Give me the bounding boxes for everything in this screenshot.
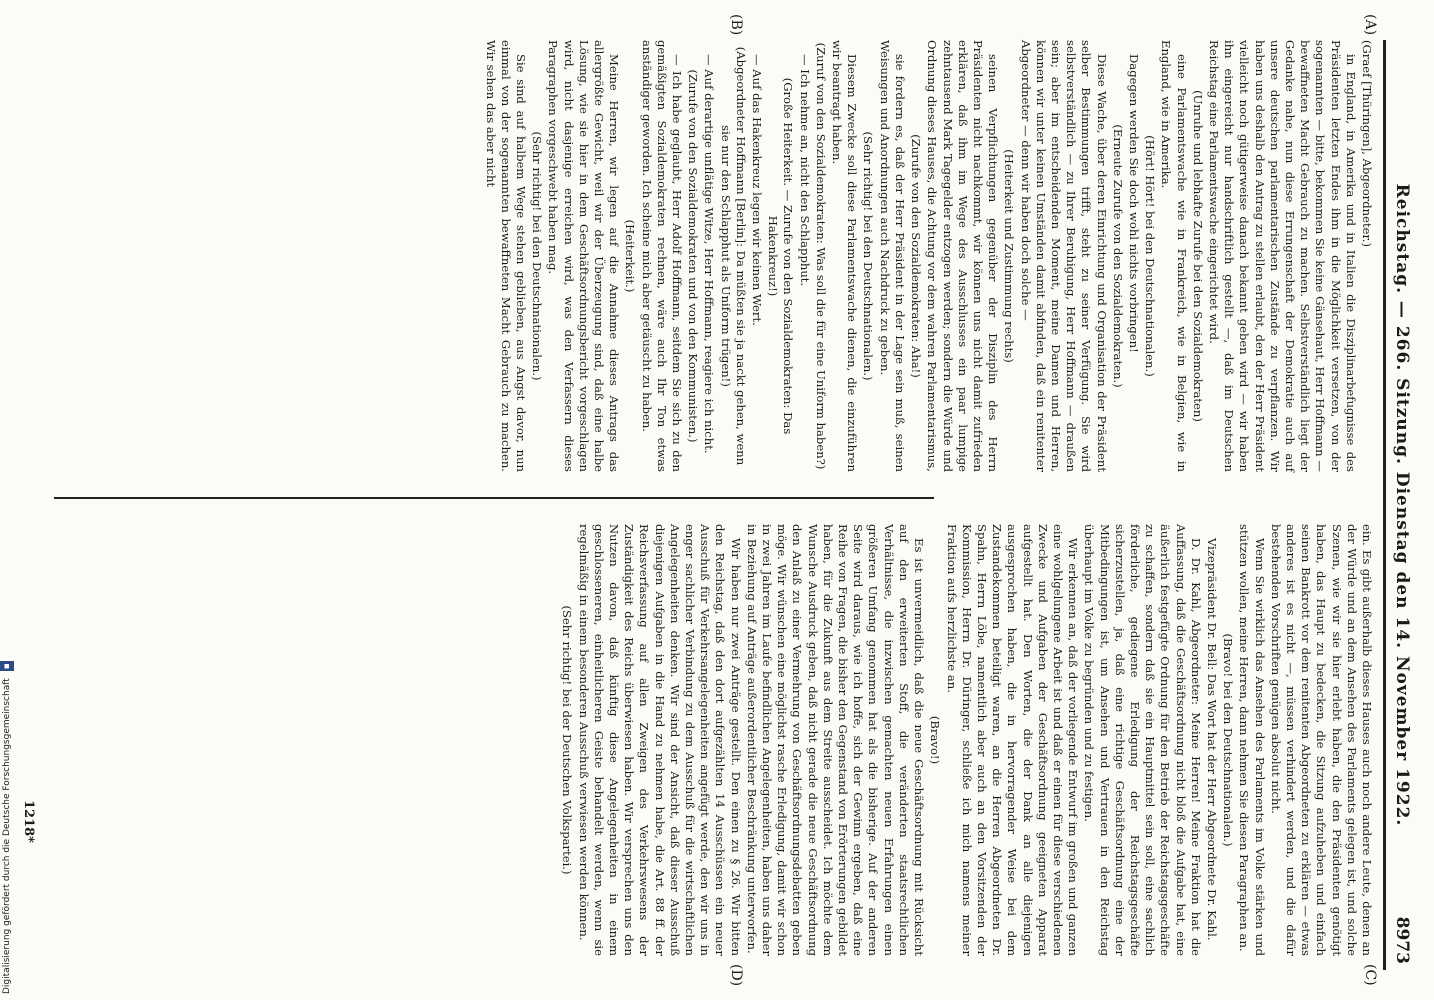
- speaker-line: (Graef [Thüringen], Abgeordneter.): [1360, 40, 1374, 247]
- interjection: (Große Heiterkeit. — Zurufe von den Sozialdemokraten: Das Hakenkreuz!): [766, 77, 796, 435]
- paragraph: Diesem Zwecke soll diese Parlamentswache dienen, die einzuführen wir beantragt haben.: [830, 40, 860, 472]
- paragraph: Meine Herren, wir legen auf die Annahme dieses Antrags das allergrößte Gewicht, weil wir der Überzeugung sind, daß eine halbe Lösung, wie sie hier in dem Geschäftsordnungsbericht vorgeschlagen wird, nicht dasjenige erreichen wird, was den Verfassern dieses Paragraphen vorgeschwebt haben mag.: [546, 40, 622, 472]
- page-number: 8973: [1392, 916, 1412, 964]
- interjection: (Zurufe von den Sozialdemokraten: Aha!): [909, 134, 924, 378]
- paragraph: Dagegen werden Sie doch wohl nichts vorbringen!: [1126, 54, 1141, 353]
- paragraph: Wir haben nur zwei Anträge gestellt. Den einen zu § 26. Wir bitten den Reichstag, daß den dort aufgezählten 14 Ausschüssen ein neuer Ausschuß für Verkehrsangelegenheiten angefügt werde, den wir uns in enger sachlicher Verbindung zu dem Ausschuß für die wirtschaftlichen Angelegenheiten denken. Wir sind der Ansicht, daß dieser Ausschuß diejenigen Aufgaben in die Hand zu nehmen habe, die Art. 88 ff. der Reichsverfassung auf allen Zweigen des Verkehrswesens der Zuständigkeit des Reichs überwiesen haben. Wir versprechen uns den Nutzen davon, daß künftig diese Angelegenheiten in einem geschlosseneren, einheitlicheren Geiste behandelt werden, wenn sie regelmäßig in einem besonderen Ausschuß verwiesen werden können.: [576, 524, 743, 956]
- credit-text: Digitalisierung gefördert durch die Deutsche Forschungsgemeinschaft: [2, 678, 12, 994]
- interjection: (Erneute Zurufe von den Sozialdemokraten.): [1110, 124, 1125, 388]
- interjection: (Hört! Hört! bei den Deutschnationalen.): [1143, 135, 1158, 377]
- paragraph: Es ist unvermeidlich, daß die neue Geschäftsordnung mit Rücksicht auf den erweiterten Stoff, die veränderten staatsrechtlichen Verhältnisse, die inzwischen gemachten neuen Erfahrungen einen größeren Umfang genommen hat als die bisherige. Auf der anderen Seite wird daraus, wie ich hoffe, sich der Gewinn ergeben, daß eine Reihe von Fragen, die bisher den Gegenstand von Erörterungen gebildet haben, für die Zukunft aus dem Streite ausscheidet. Ich möchte dem Wunsche Ausdruck geben, daß nicht gerade die neue Geschäftsordnung den Anlaß zu einer Vermehrung von Geschäftsordnungsdebatten geben möge. Wir wünschen eine möglichst rasche Erledigung, damit wir schon in zwei Jahren im Laufe befindlichen Angelegenheiten, haben uns daher in Beziehung auf Anträge außerordentlicher Beschränkung unterworfen.: [744, 524, 927, 956]
- margin-marker-b: (B): [728, 14, 744, 36]
- paragraph: — Ich habe geglaubt, Herr Adolf Hoffmann, seitdem Sie sich zu den gemäßigten Sozialdemokraten rechnen, wäre auch Ihr Ton etwas anständiger geworden. Ich scheine mich aber getäuscht zu haben.: [639, 40, 685, 472]
- interjection: (Zuruf von den Sozialdemokraten: Was soll die für eine Uniform haben?): [813, 42, 828, 470]
- speaker-line: Vizepräsident Dr. Bell: Das Wort hat der Herr Abgeordnete Dr. Kahl.: [1204, 538, 1219, 941]
- interjection: (Heiterkeit.): [623, 219, 638, 293]
- paragraph: Wir erkennen an, daß der vorliegende Entwurf im großen und ganzen eine wohlgelungene Arbeit ist und daß er einen für diese verschiedenen Zwecke und Aufgaben der Geschäftsordnung geeigneten Apparat aufgestellt hat. Den Worten, die der Dank an alle diejenigen ausgesprochen haben, die in hervorragender Weise bei dem Zustandekommen beteiligt waren, an die Herren Abgeordneten Dr. Spahn, Herrn Löbe, namentlich aber auch an den Vorsitzenden der Kommission, Herrn Dr. Düringer, schließe ich mich namens meiner Fraktion aufs herzlichste an.: [944, 524, 1081, 956]
- dfg-logo-icon: ▪: [2, 663, 12, 670]
- margin-marker-c: (C): [1362, 964, 1378, 986]
- paragraph: seinen Verpflichtungen gegenüber der Disziplin des Herrn Präsidenten nicht nachkommt, wir können uns nicht damit zufrieden erklären, daß ihm im Wege des Ausschlusses ein paar lumpige zehntausend Mark Tagegelder entzogen werden; sondern die Würde und Ordnung dieses Hauses, die Achtung vor dem wahren Parlamentarismus,: [925, 40, 1001, 472]
- interjection: (Heiterkeit und Zustimmung rechts): [1002, 149, 1017, 363]
- paragraph: Diese Wache, über deren Einrichtung und Organisation der Präsident selber Bestimmungen trifft, steht zu seiner Verfügung. Sie wird selbstverständlich — zu Ihrer Beruhigung, Herr Hoffmann — draußen sein; aber im entscheidenden Moment, meine Damen und Herren, können wir unter keinen Umständen damit abfinden, daß ein renitenter Abgeordneter — denn wir haben doch solche —: [1018, 40, 1109, 472]
- interjection: (Bravo!): [928, 715, 943, 765]
- interjection: (Sehr richtig! bei den Deutschnationalen.): [530, 131, 545, 381]
- interjection: (Zurufe von den Sozialdemokraten und von den Kommunisten.): [686, 69, 701, 443]
- interjection: (Sehr richtig! bei den Deutschnationalen.): [861, 131, 876, 381]
- paragraph: sie fordern es, daß der Herr Präsident in der Lage sein muß, seinen Weisungen und Anordnungen auch Nachdruck zu geben.: [877, 40, 907, 472]
- margin-marker-a: (A): [1362, 14, 1378, 36]
- paragraph: in England, in Amerika und in Italien die Disziplinarbefugnisse des Präsidenten letzten Endes ihm in die Möglichkeit versetzen, von der sogenannten — bitte, bekommen Sie keine Gänsehaut, Herr Hoffmann — bewaffneten Macht Gebrauch zu machen. Selbstverständlich liegt der Gedanke nahe, nun diese Errungenschaft der Demokratie auch auf unsere deutschen parlamentarischen Zustände zu verpflanzen. Wir haben uns deshalb den Antrag zu stellen erlaubt, den der Herr Präsident vielleicht noch gütigerweise danach bekannt geben wird — wir haben ihn eingereicht nur handschriftlich gestellt —, daß im Deutschen Reichstag eine Parlamentswache eingerichtet wird.: [1206, 40, 1358, 472]
- paragraph: — Auf das Hakenkreuz legen wir keinen Wert.: [750, 54, 765, 326]
- interjection: (Sehr richtig! bei der Deutschen Volkspartei.): [560, 605, 575, 875]
- page-title: Reichstag. — 266. Sitzung. Dienstag den 14. November 1922.: [1392, 183, 1412, 827]
- paragraph: Wenn Sie wirklich das Ansehen des Parlaments im Volke stärken und stützen wollen, meine Herren, dann nehmen Sie diesen Paragraphen an.: [1237, 524, 1267, 956]
- interjection: (Unruhe und lebhafte Zurufe bei den Sozialdemokraten): [1190, 90, 1205, 422]
- margin-marker-d: (D): [728, 964, 744, 987]
- paragraph: — Ich nehme an, nicht den Schlapphut.: [797, 54, 812, 287]
- paragraph: Sie sind auf halbem Wege stehen geblieben, aus Angst davor, nun einmal von der sogenannten bewaffneten Macht Gebrauch zu machen. Wir sehen das aber nicht: [483, 40, 529, 472]
- paragraph: D. Dr. Kahl, Abgeordneter: Meine Herren! Meine Fraktion hat die Auffassung, daß die Geschäftsordnung nicht bloß die Aufgabe hat, eine äußerlich festgefügte Ordnung für den Betrieb der Reichstagsgeschäfte zu schaffen, sondern daß sie ein Hauptmittel sein soll, eine sachlich förderliche, gediegene Erledigung der Reichstagsgeschäfte sicherzustellen, ja, daß eine richtige Geschäftsordnung eine der Mitbedingungen ist, um Ansehen und Vertrauen in den Reichstag überhaupt im Volke zu begründen und zu festigen.: [1082, 524, 1203, 956]
- page-header: [1383, 40, 1416, 970]
- paragraph: eine Parlamentswache wie in Frankreich, wie in Belgien, wie in England, wie in Amerika.: [1159, 40, 1189, 472]
- paragraph: ein. Es gibt außerhalb dieses Hauses auch noch andere Leute, denen an der Würde und an dem Ansehen des Parlaments gelegen ist, und solche Szenen, wie wir sie hier erlebt haben, die den Präsidenten genötigt haben, das Haupt zu bedecken, die Sitzung aufzuheben und einfach seinen Bankrott vor dem renitenten Abgeordneten zu erklären — etwas anderes ist es nicht —, müssen verhindert werden, und die dafür bestehenden Vorschriften genügen absolut nicht.: [1268, 524, 1374, 956]
- digitization-credit: [0, 0, 14, 1000]
- interjection: (Bravo! bei den Deutschnationalen.): [1221, 633, 1236, 847]
- right-column: [558, 524, 1374, 956]
- sheet-number: 1218*: [21, 800, 36, 843]
- paragraph: — Auf derartige unflätige Witze, Herr Hoffmann, reagiere ich nicht.: [702, 54, 717, 454]
- interjection: (Abgeordneter Hoffmann [Berlin]: Da müßten sie ja nackt gehen, wenn sie nur den Schlapphut als Uniform trügen!): [718, 46, 748, 466]
- column-divider: [54, 497, 934, 499]
- left-column: [481, 40, 1374, 472]
